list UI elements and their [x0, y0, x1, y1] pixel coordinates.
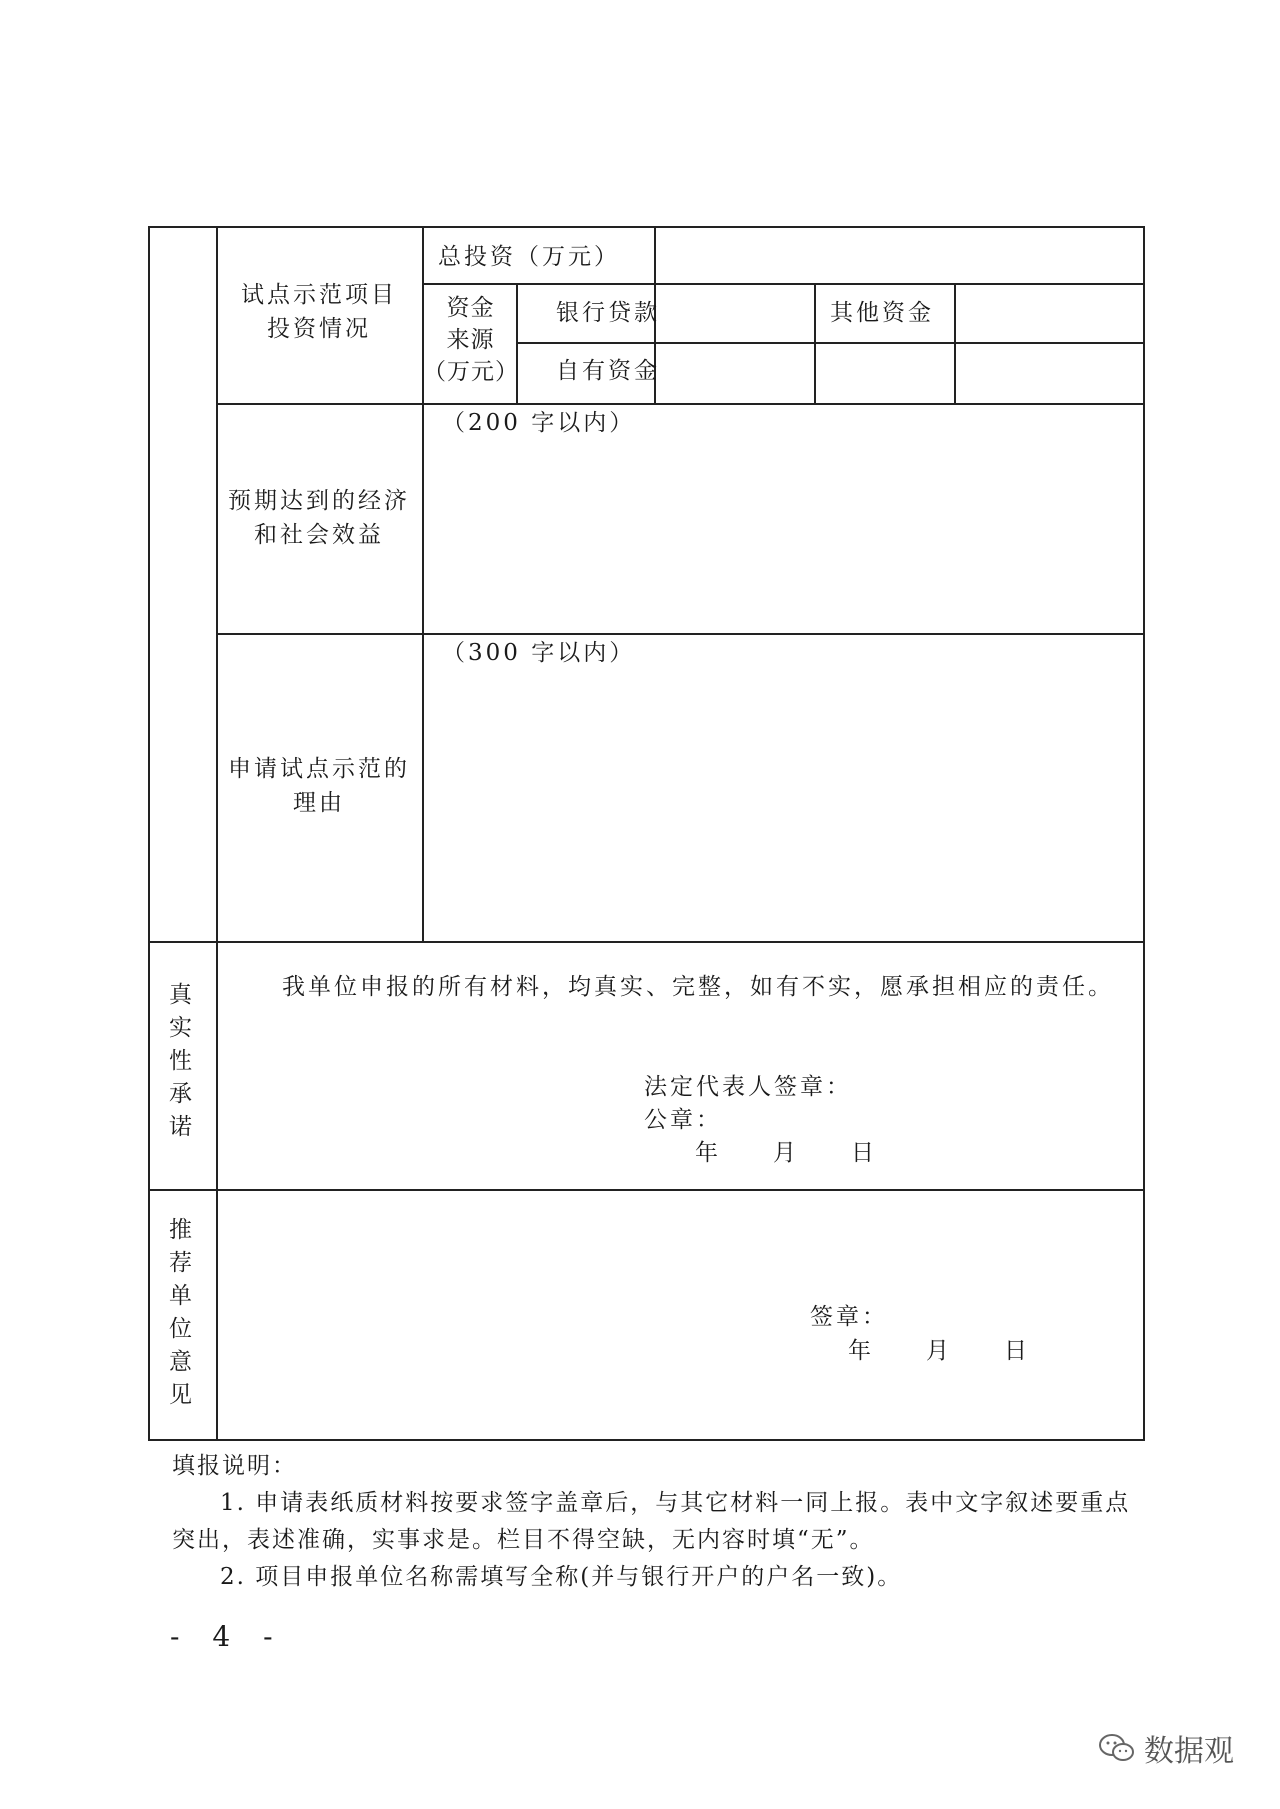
application-form-table [148, 226, 1145, 1441]
filling-instructions [172, 1448, 1132, 1596]
reason-limit: （300 字以内） [442, 640, 636, 666]
watermark [1098, 1726, 1234, 1770]
notes-item-1: 1. 申请表纸质材料按要求签字盖章后，与其它材料一同上报。表中文字叙述要重点突出，表述准确，实事求是。栏目不得空缺，无内容时填“无”。 [172, 1490, 1131, 1553]
grid-line [216, 943, 218, 1441]
truth-label: 真实性承诺 [169, 982, 195, 1140]
fund-source-label: 资金 来源 （万元） [423, 295, 519, 385]
reason-label: 申请试点示范的 理由 [228, 756, 410, 816]
watermark-text: 数据观 [1144, 1734, 1234, 1769]
grid-line [422, 283, 1143, 285]
grid-line [814, 285, 816, 403]
grid-line [150, 1189, 1143, 1191]
benefit-limit: （200 字以内） [442, 410, 636, 436]
total-investment-label: 总投资（万元） [438, 244, 620, 270]
notes-item-2: 2. 项目申报单位名称需填写全称(并与银行开户的户名一致)。 [220, 1564, 903, 1590]
page-number: - 4 - [170, 1620, 285, 1653]
wechat-icon [1098, 1732, 1136, 1764]
recommendation-signature: 签章： [810, 1304, 888, 1330]
official-seal-label: 公章： [644, 1107, 722, 1133]
benefit-label: 预期达到的经济 和社会效益 [228, 488, 410, 548]
investment-section-label: 试点示范项目 投资情况 [241, 282, 397, 342]
grid-line [954, 285, 956, 403]
grid-line [150, 941, 1143, 943]
notes-title: 填报说明： [172, 1453, 297, 1479]
grid-line [216, 228, 218, 943]
own-funds-label: 自有资金 [556, 358, 660, 384]
other-funds-label: 其他资金 [830, 300, 934, 326]
recommendation-date-line: 年 月 日 [848, 1338, 1030, 1364]
legal-representative-signature: 法定代表人签章： [644, 1074, 852, 1100]
grid-line [216, 403, 1143, 405]
grid-line [516, 342, 1143, 344]
bank-loan-label: 银行贷款 [556, 300, 660, 326]
grid-line [216, 633, 1143, 635]
recommendation-label: 推荐单位意见 [169, 1217, 195, 1408]
truth-statement: 我单位申报的所有材料，均真实、完整，如有不实，愿承担相应的责任。 [282, 974, 1114, 1000]
date-line: 年 月 日 [695, 1140, 877, 1166]
